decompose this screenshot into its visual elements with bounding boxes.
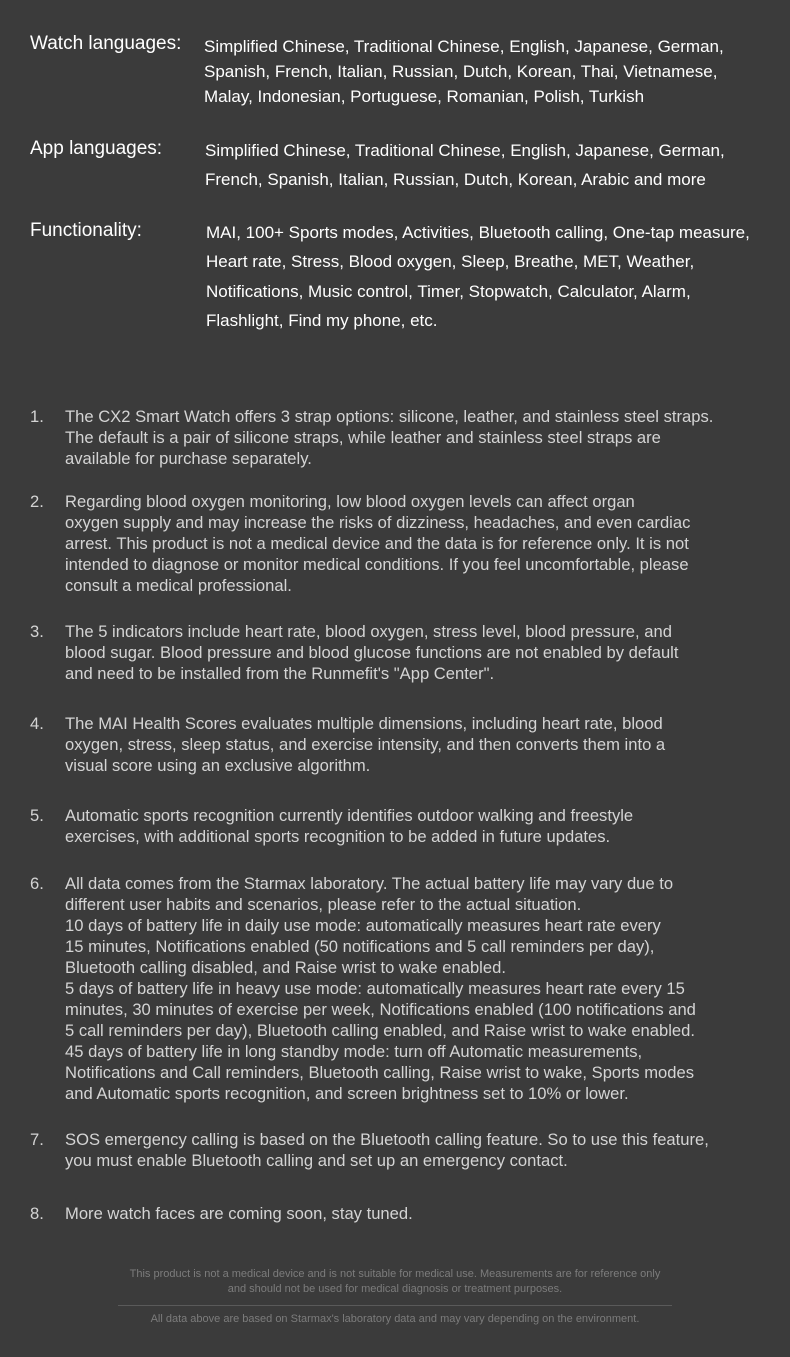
note-number: 3. xyxy=(30,622,44,641)
note-number: 7. xyxy=(30,1130,44,1149)
functionality-value: MAI, 100+ Sports modes, Activities, Bluetooth calling, One-tap measure, Heart rate, Stress, Blood oxygen, Sleep, Breathe, MET, Weather, Notifications, Music control, Timer, Stopwatch, Calculator, Alarm, Flashlight, Find my phone, etc. xyxy=(206,223,750,330)
note-text: Regarding blood oxygen monitoring, low blood oxygen levels can affect organ oxygen supply and may increase the risks of dizziness, headaches, and even cardiac arrest. This product is not a medical device and the data is for reference only. It is not intended to diagnose or monitor medical conditions. If you feel uncomfortable, please consult a medical professional. xyxy=(65,492,691,595)
functionality-label: Functionality: xyxy=(30,220,142,241)
lab-data-note: All data above are based on Starmax's laboratory data and may vary depending on the environment. xyxy=(150,1313,640,1325)
note-text: All data comes from the Starmax laboratory. The actual battery life may vary due to different user habits and scenarios, please refer to the actual situation. 10 days of battery life in daily use mode: automatically measures heart rate every 15 minutes, Notifications enabled (50 notifications and 5 call reminders per day), Bluetooth calling disabled, and Raise wrist to wake enabled. 5 days of battery life in heavy use mode: automatically measures heart rate every 15 minutes, 30 minutes of exercise per week, Notifications enabled (100 notifications and 5 call reminders per day), Bluetooth calling enabled, and Raise wrist to wake enabled. 45 days of battery life in long standby mode: turn off Automatic measurements, Notifications and Call reminders, Bluetooth calling, Raise wrist to wake, Sports modes and Automatic sports recognition, and screen brightness set to 10% or lower. xyxy=(65,874,696,1103)
note-number: 4. xyxy=(30,714,44,733)
medical-disclaimer: This product is not a medical device and is not suitable for medical use. Measurements are for reference only and should not be used for medical diagnosis or treatment purposes. xyxy=(129,1268,661,1295)
note-number: 5. xyxy=(30,806,44,825)
note-text: Automatic sports recognition currently identifies outdoor walking and freestyle exercises, with additional sports recognition to be added in future updates. xyxy=(65,806,634,846)
note-text: The 5 indicators include heart rate, blood oxygen, stress level, blood pressure, and blood sugar. Blood pressure and blood glucose functions are not enabled by default and need to be installed from the Runmefit's "App Center". xyxy=(65,622,679,683)
note-number: 2. xyxy=(30,492,44,511)
watch-languages-label: Watch languages: xyxy=(30,33,182,54)
app-languages-value: Simplified Chinese, Traditional Chinese, English, Japanese, German, French, Spanish, Italian, Russian, Dutch, Korean, Arabic and more xyxy=(205,141,725,189)
note-text: The MAI Health Scores evaluates multiple dimensions, including heart rate, blood oxygen, stress, sleep status, and exercise intensity, and then converts them into a visual score using an exclusive algorithm. xyxy=(65,714,666,775)
app-languages-label: App languages: xyxy=(30,138,163,159)
note-text: The CX2 Smart Watch offers 3 strap options: silicone, leather, and stainless steel straps. The default is a pair of silicone straps, while leather and stainless steel straps are available for purchase separately. xyxy=(65,407,714,468)
footer-divider xyxy=(118,1305,672,1306)
note-number: 6. xyxy=(30,874,44,893)
note-text: SOS emergency calling is based on the Bluetooth calling feature. So to use this feature, you must enable Bluetooth calling and set up an emergency contact. xyxy=(65,1130,709,1170)
watch-languages-value: Simplified Chinese, Traditional Chinese, English, Japanese, German, Spanish, French, Italian, Russian, Dutch, Korean, Thai, Vietnamese, Malay, Indonesian, Portuguese, Romanian, Polish, Turkish xyxy=(204,37,724,106)
note-number: 8. xyxy=(30,1204,44,1223)
note-number: 1. xyxy=(30,407,44,426)
note-text: More watch faces are coming soon, stay tuned. xyxy=(65,1204,413,1223)
